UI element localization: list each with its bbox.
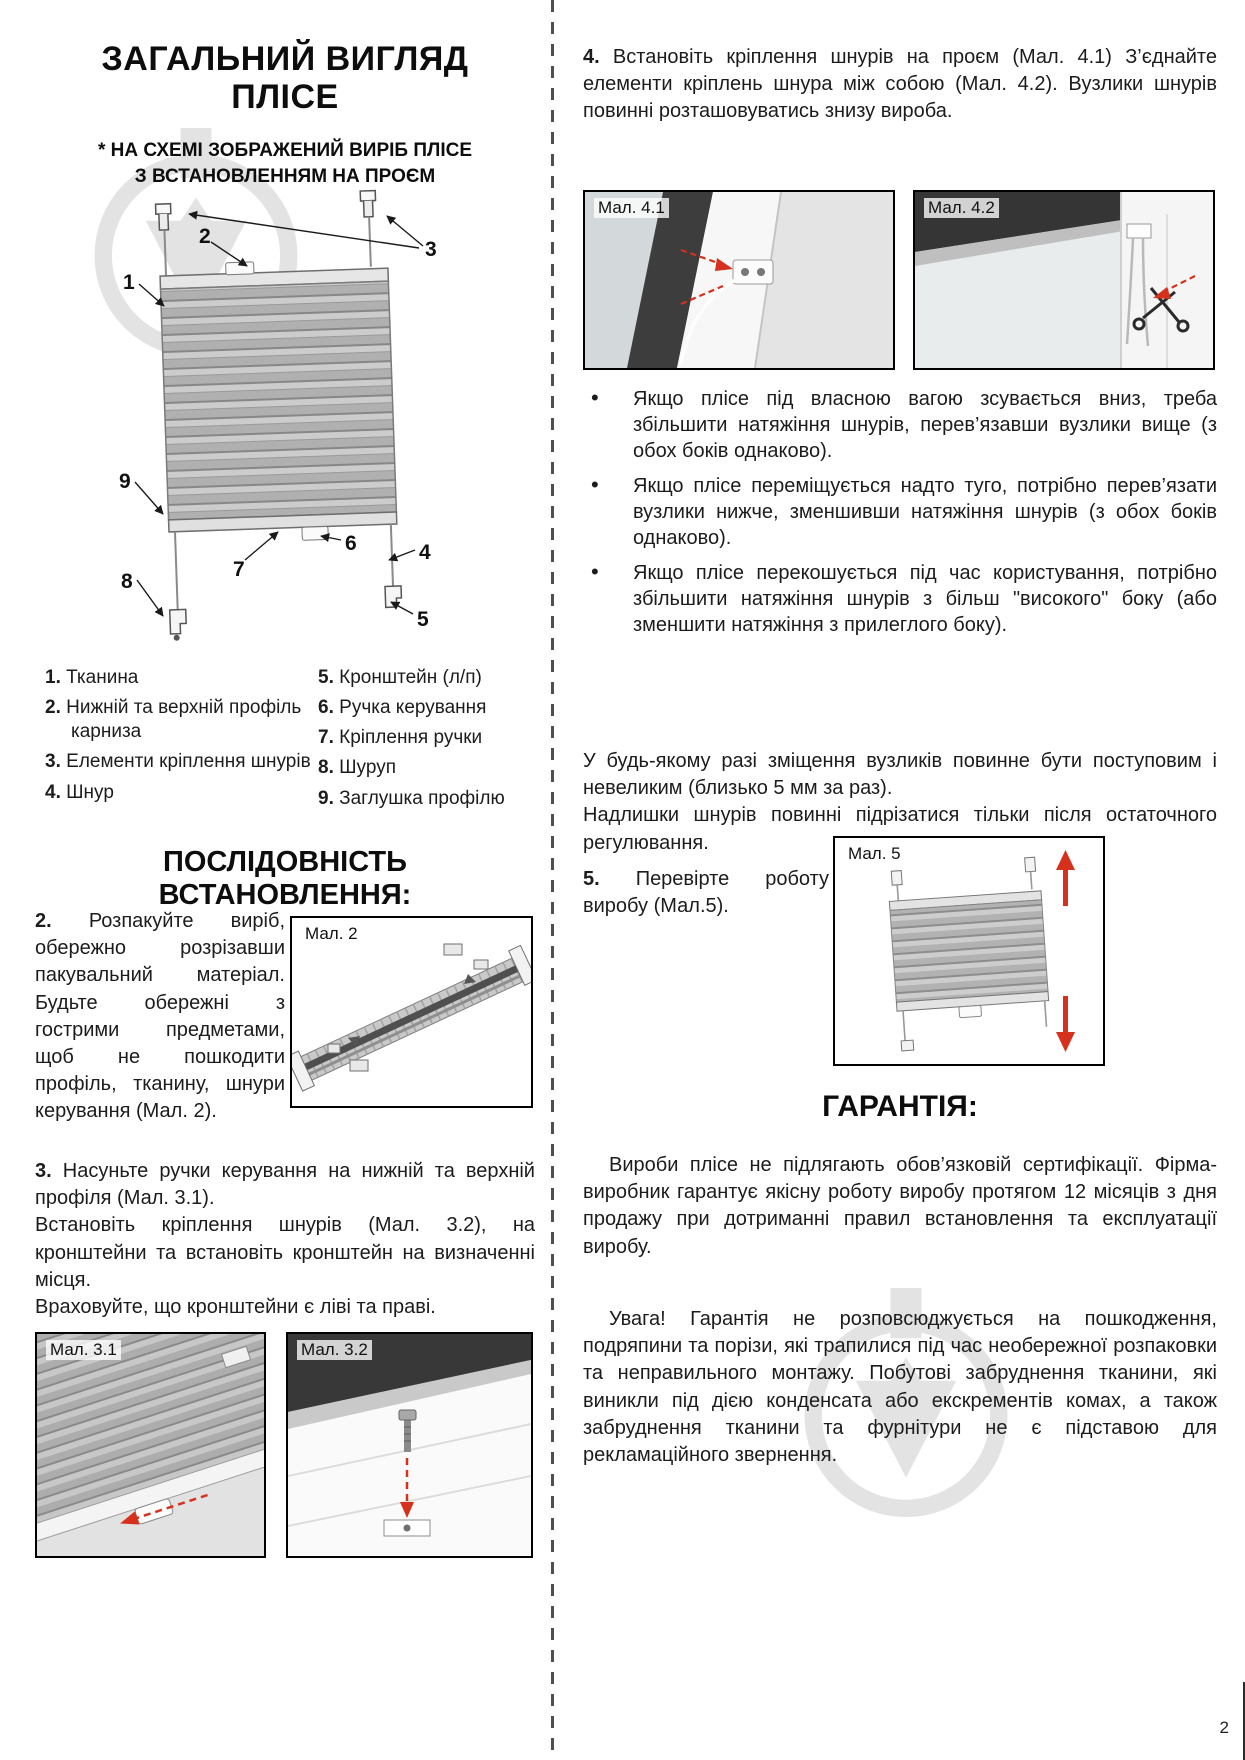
- pleated-fabric: [160, 281, 396, 520]
- list-item: [583, 560, 1217, 638]
- legend-item-5: [318, 666, 536, 690]
- figure-3-1-label: Мал. 3.1: [46, 1340, 121, 1360]
- legend-text: Нижній та верхній профіль карниза: [66, 697, 302, 743]
- warranty-paragraph-2: Увага! Гарантія не розповсюджується на пошкодження, подряпини та порізи, які трапилися під час необережної розпаковки та неправильного монтажу. Побутові забруднення тканини, які виникли під дією конденсата або екскрементів комах, а також забруднення тканини та фурнітури не є підставою для рекламаційного звернення.: [583, 1308, 1217, 1466]
- callout-4: 4: [419, 541, 431, 564]
- callout-5: 5: [417, 608, 429, 631]
- cord-fixing-bracket: [733, 260, 773, 284]
- bullet-text: Якщо плісе переміщується надто туго, потрібно перев’язати вузлики нижче, зменшивши натяжіння шнурів (з обох боків однаково).: [633, 475, 1217, 549]
- cord-right-bottom: [391, 524, 393, 586]
- bullet-text: Якщо плісе під власною вагою зсувається вниз, треба збільшити натяжіння шнурів, перев’язавши вузлики вище (з обох боків однаково).: [633, 388, 1217, 462]
- step-5-body: Перевірте роботу виробу (Мал.5).: [583, 868, 829, 918]
- legend-num: 5.: [318, 667, 334, 688]
- step-2-number: 2.: [35, 910, 52, 932]
- cord-fixing-bracket: [1127, 224, 1151, 238]
- step-3-line1: Насуньте ручки керування на нижній та верхній профіля (Мал. 3.1).: [35, 1160, 535, 1210]
- legend-text: Елементи кріплення шнурів: [66, 751, 311, 773]
- legend-text: Кронштейн (л/п): [339, 667, 482, 688]
- warranty-heading: ГАРАНТІЯ:: [822, 1090, 978, 1123]
- legend-item-6: [318, 696, 536, 720]
- bracket-right: [385, 586, 402, 608]
- callout-6: 6: [345, 532, 357, 555]
- blind-overview-diagram: [35, 186, 535, 662]
- legend-column-2: [318, 666, 536, 817]
- legend-num: 1.: [45, 667, 61, 688]
- bullet-icon: •: [591, 472, 599, 497]
- top-handle: [226, 262, 254, 275]
- legend-text: Тканина: [66, 667, 139, 688]
- figure-2-label: Мал. 2: [301, 924, 362, 944]
- list-item: [583, 386, 1217, 464]
- step-5-text: [583, 866, 829, 920]
- legend-item-2: [45, 696, 313, 744]
- blind-diagram-image: [35, 186, 535, 662]
- legend-item-1: [45, 666, 313, 690]
- callout-2: 2: [199, 225, 211, 248]
- legend-column-1: [45, 666, 313, 811]
- bullet-text: Якщо плісе перекошується під час користування, потрібно збільшити натяжіння шнурів з більш "високого" боку (або зменшити натяжіння з прилеглого боку).: [633, 562, 1217, 636]
- figure-3-1-image: [37, 1334, 264, 1556]
- control-handle: [302, 526, 328, 540]
- bullet-icon: •: [591, 385, 599, 410]
- step-2-text: [35, 908, 285, 1126]
- figure-3-1: [35, 1332, 266, 1558]
- figure-3-2-label: Мал. 3.2: [297, 1340, 372, 1360]
- legend-item-9: [318, 787, 536, 811]
- legend-text: Шуруп: [339, 757, 396, 779]
- step-3-number: 3.: [35, 1160, 52, 1182]
- figure-3-2: [286, 1332, 533, 1558]
- legend-item-7: [318, 726, 536, 750]
- bullet-icon: •: [591, 559, 599, 584]
- list-item: [583, 473, 1217, 551]
- adjustment-notes-list: [583, 386, 1217, 647]
- bracket-left: [170, 609, 187, 634]
- legend-num: 8.: [318, 757, 334, 779]
- figure-4-2-image: [915, 192, 1213, 368]
- step-4-body: Встановіть кріплення шнурів на проєм (Мал. 4.1) З’єднайте елементи кріплень шнура між собою (Мал. 4.2). Вузлики шнурів повинні розташовуватись знизу вироба.: [583, 46, 1217, 123]
- overview-subtitle: [35, 138, 535, 189]
- step-4-text: [583, 44, 1217, 126]
- callout-9: 9: [119, 470, 131, 493]
- legend-text: Ручка керування: [339, 697, 487, 719]
- legend-num: 9.: [318, 787, 334, 809]
- figure-4-1-label: Мал. 4.1: [594, 198, 669, 218]
- pleated-blind: [155, 190, 402, 641]
- cord-right-top: [369, 217, 371, 267]
- step-4-number: 4.: [583, 46, 600, 68]
- figure-3-2-image: [288, 1334, 531, 1556]
- legend-text: Заглушка профілю: [339, 787, 505, 809]
- screw-hole: [404, 1525, 411, 1532]
- figure-4-1-image: [585, 192, 893, 368]
- callout-1: 1: [123, 271, 135, 294]
- screw-icon: [174, 635, 180, 641]
- figure-2: [290, 916, 533, 1108]
- step-3-line3: Враховуйте, що кронштейни є ліві та праві.: [35, 1295, 436, 1318]
- step-2-body: Розпакуйте виріб, обережно розрізавши пакувальний матеріал. Будьте обережні з гострими предметами, щоб не пошкодити профіль, тканину, шнури керування (Мал. 2).: [35, 910, 285, 1123]
- screw-icon: [757, 268, 765, 276]
- figure-4-2: [913, 190, 1215, 370]
- legend-num: 7.: [318, 727, 334, 749]
- callout-3: 3: [425, 238, 437, 261]
- figure-5-label: Мал. 5: [844, 844, 905, 864]
- page-number: 2: [1219, 1718, 1229, 1737]
- legend-item-4: [45, 781, 313, 805]
- cord-left-bottom: [175, 532, 178, 610]
- legend-num: 3.: [45, 751, 61, 773]
- figure-2-image: [292, 918, 531, 1106]
- legend-text: Шнур: [66, 781, 114, 803]
- figure-4-1: [583, 190, 895, 370]
- screw-icon: [741, 268, 749, 276]
- figure-4-2-label: Мал. 4.2: [924, 198, 999, 218]
- legend-num: 4.: [45, 781, 61, 803]
- overview-title-line1: ЗАГАЛЬНИЙ ВИГЛЯД: [101, 40, 469, 78]
- column-divider: [551, 0, 554, 1760]
- legend-item-3: [45, 750, 313, 774]
- note-line2: Надлишки шнурів повинні підрізатися тільки після остаточного регулювання.: [583, 804, 1217, 854]
- cord-left-top: [164, 230, 166, 278]
- overview-subtitle-line2: З ВСТАНОВЛЕННЯМ НА ПРОЄМ: [134, 165, 436, 187]
- legend-text: Кріплення ручки: [339, 727, 483, 749]
- figure-5-image: [835, 838, 1103, 1064]
- warranty-paragraph-1: Вироби плісе не підлягають обов’язковій сертифікації. Фірма-виробник гарантує якісну роботу виробу протягом 12 місяців з дня продажу при дотриманні правил встановлення та експлуатації виробу.: [583, 1154, 1217, 1258]
- sequence-heading: ПОСЛІДОВНІСТЬ ВСТАНОВЛЕННЯ:: [158, 846, 412, 911]
- step-5-number: 5.: [583, 868, 600, 890]
- overview-title-line2: ПЛІСЕ: [231, 78, 339, 117]
- overview-subtitle-line1: * НА СХЕМІ ЗОБРАЖЕНИЙ ВИРІБ ПЛІСЕ: [97, 140, 473, 161]
- overview-title: [35, 40, 535, 116]
- cord-fixing-brackets: [155, 191, 376, 231]
- step-3-text: [35, 1158, 535, 1321]
- note-line1: У будь-якому разі зміщення вузликів повинне бути поступовим і невеликим (близько 5 мм за раз).: [583, 750, 1217, 800]
- legend-num: 2.: [45, 697, 61, 719]
- step-3-line2: Встановіть кріплення шнурів (Мал. 3.2), на кронштейни та встановіть кронштейн на визначенні місця.: [35, 1214, 535, 1291]
- legend-num: 6.: [318, 697, 334, 719]
- callout-8: 8: [121, 570, 133, 593]
- callout-7: 7: [233, 558, 245, 581]
- legend-item-8: [318, 756, 536, 780]
- figure-5: [833, 836, 1105, 1066]
